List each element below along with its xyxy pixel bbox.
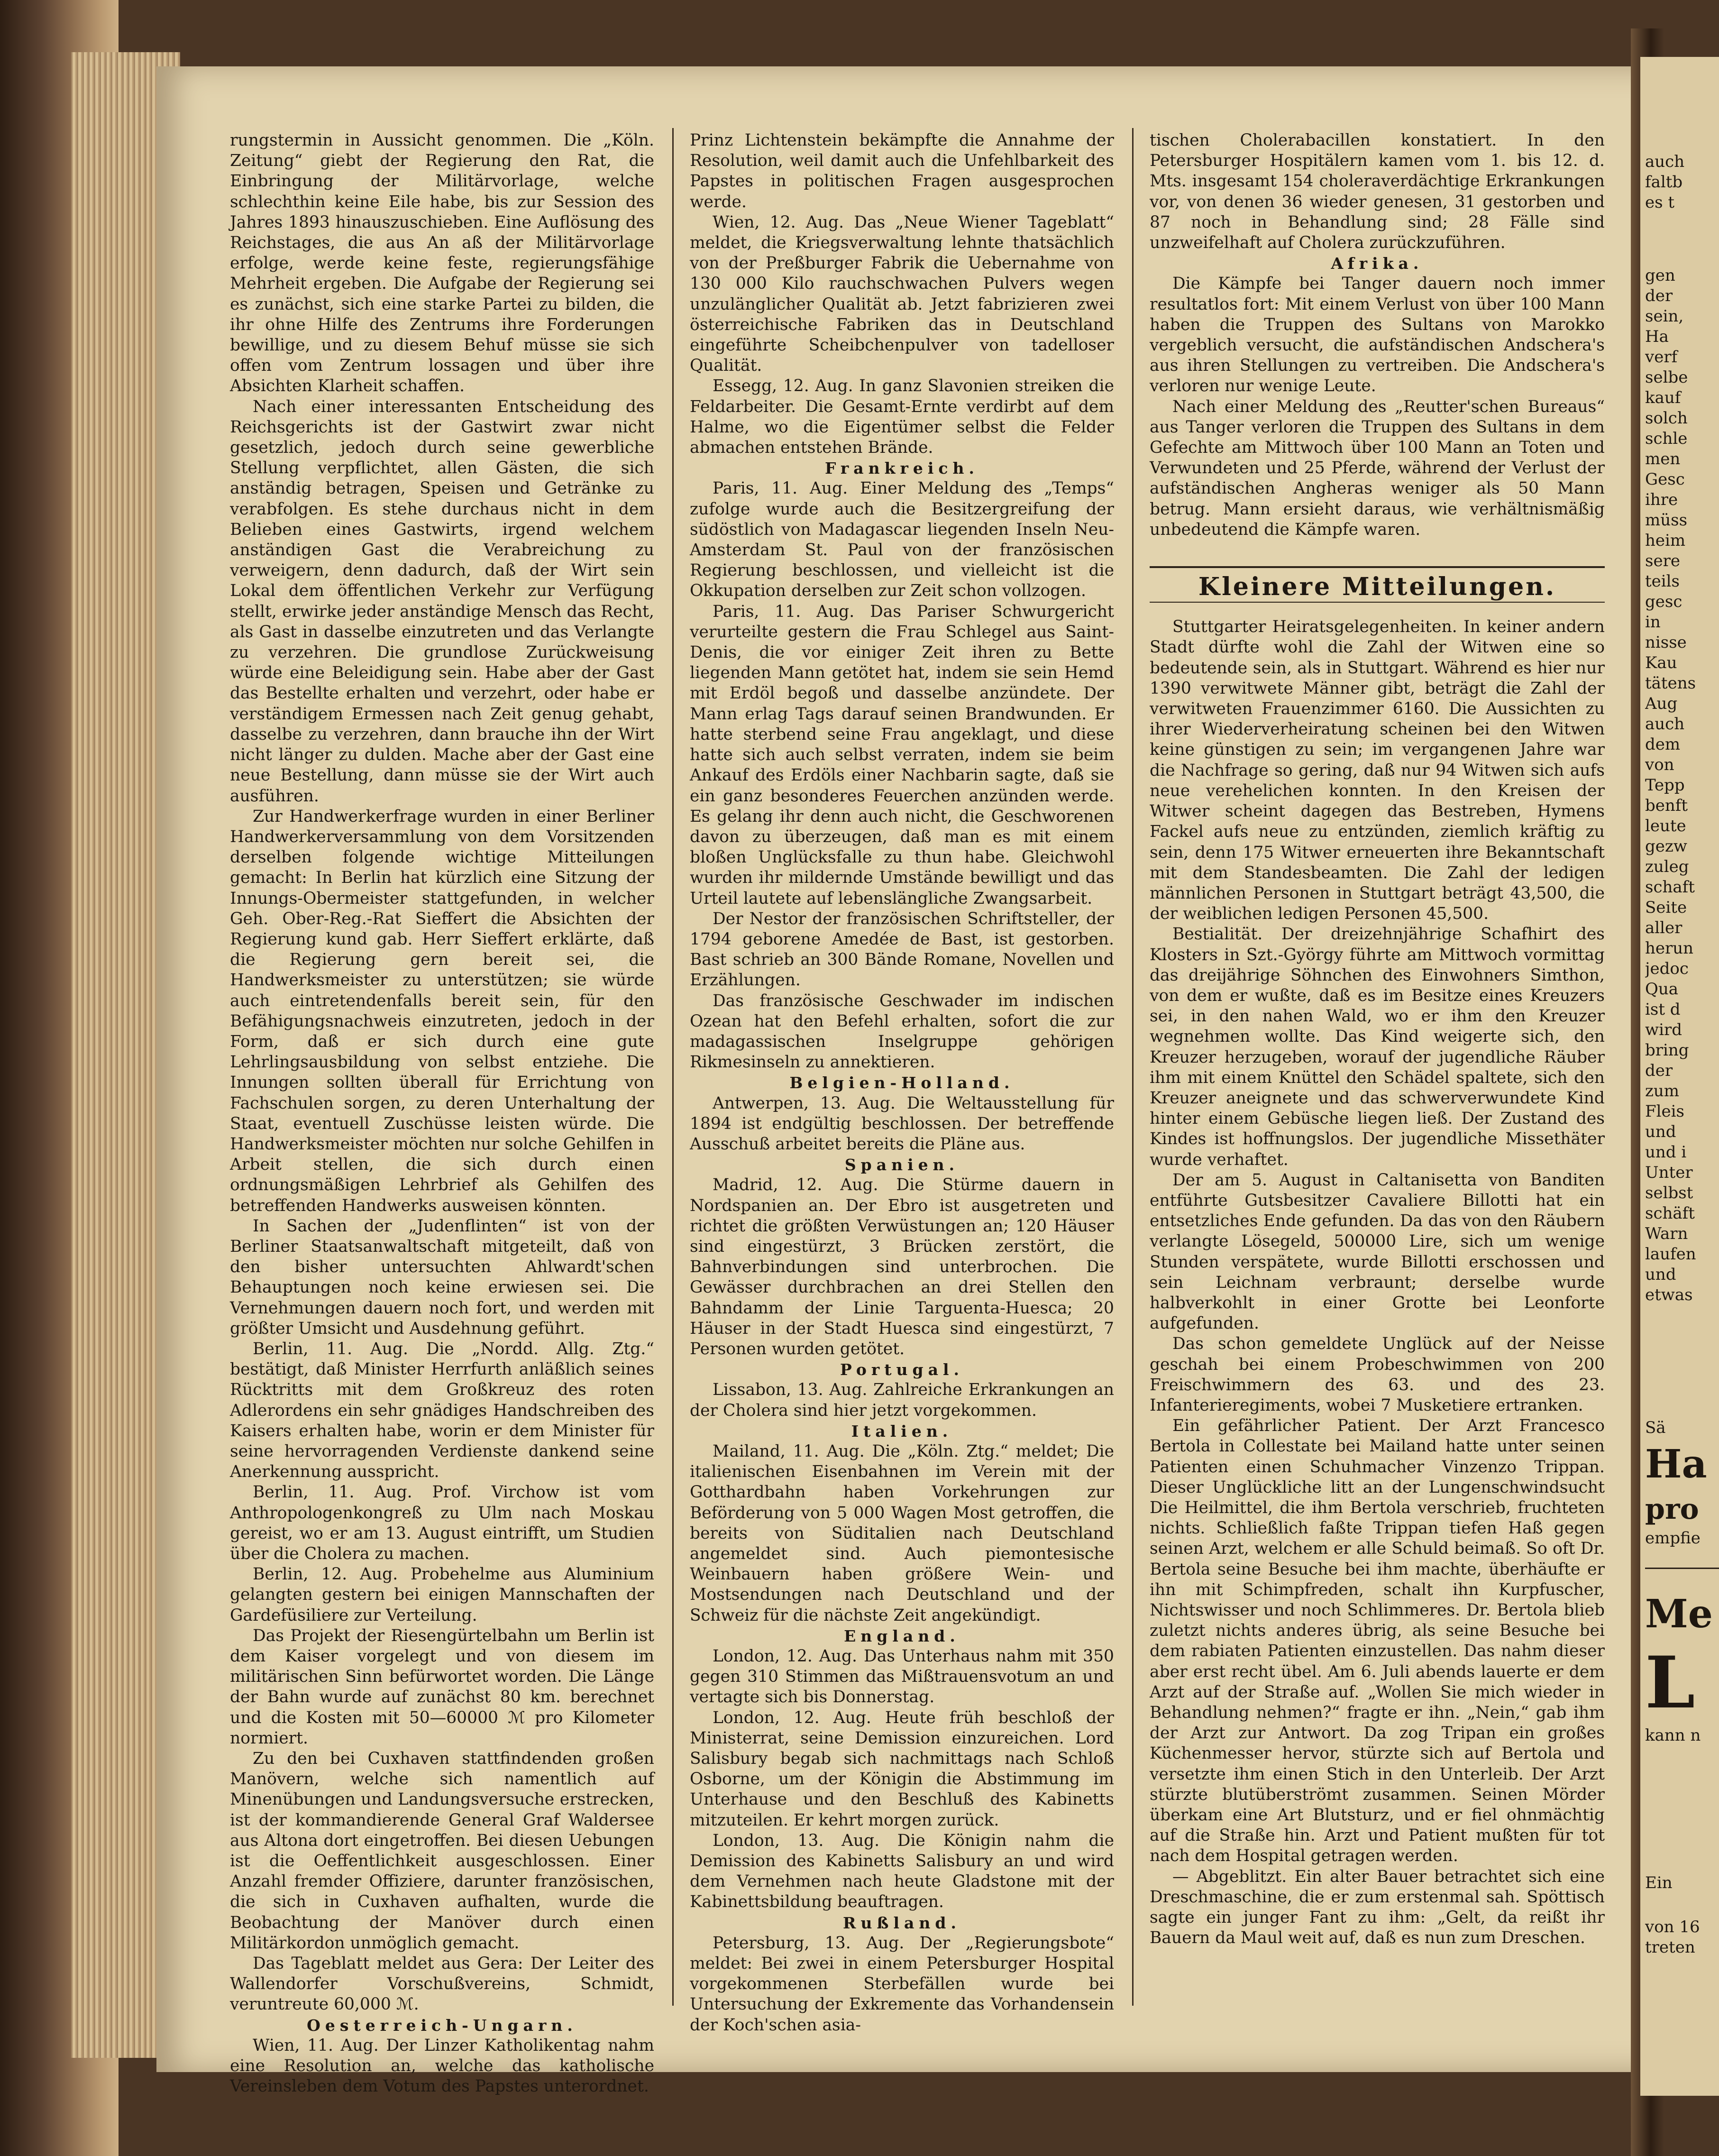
- fragment-line: treten: [1645, 1938, 1695, 1957]
- paragraph: Lissabon, 13. Aug. Zahlreiche Erkrankungen an der Cholera sind hier jetzt vorgekommen.: [690, 1380, 1114, 1420]
- paragraph: Das französische Geschwader im indischen Ozean hat den Befehl erhalten, sofort die zur madagassischen Inselgruppe gehörigen Rikmesinseln zu annektieren.: [690, 991, 1114, 1072]
- fragment-line: solch: [1645, 409, 1688, 428]
- paragraph: Prinz Lichtenstein bekämpfte die Annahme der Resolution, weil damit auch die Unfehlbarkeit des Papstes in politischen Fragen ausgesprochen werde.: [690, 131, 1114, 211]
- fragment-line: es t: [1645, 193, 1675, 212]
- column-rule-2: [1132, 128, 1134, 2006]
- section-heading: Oesterreich-Ungarn.: [307, 2016, 577, 2035]
- paragraph: Essegg, 12. Aug. In ganz Slavonien streiken die Feldarbeiter. Die Gesamt-Ernte verdirbt auf dem Halme, wo die Eigentümer selbst die Felder abmachen entstehen Brände.: [690, 376, 1114, 458]
- fragment-line: Aug: [1645, 694, 1678, 713]
- paragraph: Die Kämpfe bei Tanger dauern noch immer resultatlos fort: Mit einem Verlust von über 100 Mann haben die Truppen des Sultans von Marokko vergeblich versucht, die aufständischen Andschera's aus ihren Stellungen zu vertreiben. Die Andschera's verloren nur wenige Leute.: [1150, 274, 1605, 396]
- fragment-line: gen: [1645, 266, 1675, 285]
- fragment-line: Ha: [1645, 327, 1669, 346]
- fragment-line: tätens: [1645, 674, 1696, 693]
- section-heading: England.: [844, 1626, 960, 1645]
- fragment-line: gesc: [1645, 592, 1682, 611]
- fragment-line: müss: [1645, 511, 1688, 530]
- fragment-line: zuleg: [1645, 857, 1689, 876]
- fragment-line: auch: [1645, 715, 1685, 734]
- paragraph: tischen Cholerabacillen konstatiert. In den Petersburger Hospitälern kamen vom 1. bis 12. d. Mts. insgesamt 154 choleraverdächtige Erkrankungen vor, von denen 36 wieder genesen, 31 gestorben und 87 noch in Behandlung sind; 28 Fälle sind unzweifelhaft auf Cholera zurückzuführen.: [1150, 131, 1605, 253]
- section-heading: Portugal.: [840, 1360, 964, 1379]
- paragraph: Nach einer Meldung des „Reutter'schen Bureaus“ aus Tanger verloren die Truppen des Sultans in dem Gefechte am Mittwoch über 100 Mann an Toten und Verwundeten und 25 Pferde, während der Verlust der aufständischen Angheras weniger als 50 Mann betrug. Mann ersieht daraus, wie verhältnismäßig unbedeutend die Kämpfe waren.: [1150, 397, 1605, 539]
- paragraph: Paris, 11. Aug. Einer Meldung des „Temps“ zufolge wurde auch die Besitzergreifung der südöstlich von Madagascar liegenden Inseln Neu-Amsterdam St. Paul von der französischen Regierung beschlossen, und vielleicht ist die Okkupation derselben zur Zeit schon vollzogen.: [690, 479, 1114, 601]
- paragraph: Das Projekt der Riesengürtelbahn um Berlin ist dem Kaiser vorgelegt und von diesem im militärischen Sinn befürwortet worden. Die Länge der Bahn wurde auf zunächst 80 km. berechnet und die Kosten mit 50—60000 ℳ pro Kilometer normiert.: [230, 1626, 654, 1748]
- advert-title: Me: [1645, 1591, 1713, 1637]
- fragment-line: bring: [1645, 1041, 1689, 1060]
- fragment-line: verf: [1645, 348, 1678, 367]
- paragraph: Der Nestor der französischen Schriftsteller, der 1794 geborene Amedée de Bast, ist gestorben. Bast schrieb an 300 Bände Romane, Novellen und Erzählungen.: [690, 909, 1114, 990]
- section-heading: Frankreich.: [825, 459, 979, 478]
- divider: [1645, 1568, 1719, 1569]
- fragment-line: kauf: [1645, 388, 1681, 407]
- paragraph: London, 12. Aug. Heute früh beschloß der Ministerrat, seine Demission einzureichen. Lord Salisbury begab sich nachmittags nach Schloß Osborne, um der Königin die Abstimmung im Unterhause und den Beschluß des Kabinetts mitzuteilen. Er kehrt morgen zurück.: [690, 1708, 1114, 1830]
- paragraph: Berlin, 11. Aug. Die „Nordd. Allg. Ztg.“ bestätigt, daß Minister Herrfurth anläßlich seines Rücktritts mit dem Großkreuz des roten Adlerordens ein sehr gnädiges Handschreiben des Kaisers erhalten habe, worin er dem Minister für seine hervorragenden Verdienste dankend seine Anerkennung ausspricht.: [230, 1339, 654, 1482]
- paragraph: In Sachen der „Judenflinten“ ist von der Berliner Staatsanwaltschaft mitgeteilt, daß von den bisher untersuchten Ahlwardt'schen Behauptungen noch keine erwiesen sei. Die Vernehmungen dauern noch fort, und werden mit größter Umsicht und Ausdehnung geführt.: [230, 1216, 654, 1338]
- fragment-line: men: [1645, 450, 1681, 468]
- fragment-line: auch: [1645, 152, 1685, 171]
- fragment-line: Ein: [1645, 1873, 1673, 1892]
- paragraph: Mailand, 11. Aug. Die „Köln. Ztg.“ meldet; Die italienischen Eisenbahnen im Verein mit der Gotthardbahn haben Vorkehrungen zur Beförderung von 5 000 Wagen Most getroffen, die bereits von Süditalien nach Deutschland angemeldet sind. Auch piemontesische Weinbauern haben größere Wein- und Mostsendungen nach Deutschland und der Schweiz für die nächste Zeit angekündigt.: [690, 1442, 1114, 1625]
- paragraph: rungstermin in Aussicht genommen. Die „Köln. Zeitung“ giebt der Regierung den Rat, die Einbringung der Militärvorlage, welche schlechthin keine Eile habe, bis zur Session des Jahres 1893 hinauszuschieben. Eine Auflösung des Reichstages, die aus An aß der Militärvorlage erfolge, werde keine feste, regierungsfähige Mehrheit ergeben. Die Aufgabe der Regierung sei es zunächst, sich eine starke Partei zu bilden, die ihr ohne Hilfe des Zentrums ihre Forderungen bewillige, und zu diesem Behuf müsse sie sich offen vom Zentrum lossagen und über ihre Absichten Klarheit schaffen.: [230, 131, 654, 396]
- paragraph: Der am 5. August in Caltanisetta von Banditen entführte Gutsbesitzer Cavaliere Billotti hat ein entsetzliches Ende gefunden. Da das von den Räubern verlangte Lösegeld, 500000 Lire, sich um wenige Stunden verspätete, wurde Billotti erschossen und sein Leichnam verbraunt; derselbe wurde halbverkohlt in einer Grotte bei Leonforte aufgefunden.: [1150, 1170, 1605, 1333]
- fragment-line: faltb: [1645, 173, 1683, 192]
- paragraph: Madrid, 12. Aug. Die Stürme dauern in Nordspanien an. Der Ebro ist ausgetreten und richtet die größten Verwüstungen an; 120 Häuser sind eingestürzt, 3 Brücken zerstört, die Bahnverbindungen sind unterbrochen. Die Gewässer durchbrachen an drei Stellen den Bahndamm der Linie Targuenta-Huesca; 20 Häuser in der Stadt Huesca sind eingestürzt, 7 Personen wurden getötet.: [690, 1175, 1114, 1358]
- adjacent-advert-1: [1645, 1418, 1719, 1746]
- fragment-line: leute: [1645, 817, 1686, 835]
- fragment-line: und: [1645, 1265, 1676, 1284]
- paragraph: Zu den bei Cuxhaven stattfindenden großen Manövern, welche sich namentlich auf Minenübungen und Landungsversuche erstrecken, ist der kommandierende General Graf Waldersee aus Altona dort eingetroffen. Bei diesen Uebungen ist die Oeffentlichkeit ausgeschlossen. Einer Anzahl fremder Offiziere, darunter französischen, die sich in Cuxhaven aufhalten, wurde die Beobachtung der Manöver durch einen Militärkordon unmöglich gemacht.: [230, 1749, 654, 1953]
- column-rule-1: [672, 128, 674, 2006]
- paragraph: Berlin, 11. Aug. Prof. Virchow ist vom Anthropologenkongreß zu Ulm nach Moskau gereist, wo er am 13. August eintrifft, um Studien über die Cholera zu machen.: [230, 1483, 654, 1564]
- fragment-line: ihre: [1645, 490, 1678, 509]
- fragment-line: sein,: [1645, 307, 1684, 326]
- fragment-line: dem: [1645, 735, 1681, 754]
- fragment-line: gezw: [1645, 837, 1687, 856]
- fragment-line: der: [1645, 1061, 1673, 1080]
- fragment-line: benft: [1645, 796, 1688, 815]
- paragraph: Petersburg, 13. Aug. Der „Regierungsbote“ meldet: Bei zwei in einem Petersburger Hospital vorgekommenen Sterbefällen wurde bei Untersuchung der Exkremente das Vorhandensein der Koch'schen asia-: [690, 1933, 1114, 2035]
- paragraph: London, 13. Aug. Die Königin nahm die Demission des Kabinetts Salisbury an und wird dem Vernehmen nach heute Gladstone mit der Kabinettsbildung beauftragen.: [690, 1831, 1114, 1912]
- column-2: [690, 130, 1114, 2036]
- fragment-line: jedoc: [1645, 959, 1689, 978]
- paragraph: Zur Handwerkerfrage wurden in einer Berliner Handwerkerversammlung von dem Vorsitzenden derselben folgende wichtige Mitteilungen gemacht: In Berlin hat kürzlich eine Sitzung der Innungs-Obermeister stattgefunden, in welcher Geh. Ober-Reg.-Rat Sieffert die Absichten der Regierung kund gab. Herr Sieffert erklärte, daß die Regierung gern bereit sei, die Handwerksmeister zu unterstützen; sie würde auch eintretendenfalls bereit sein, für den Befähigungsnachweis einzutreten, jedoch in der Form, daß er sich durch eine gute Lehrlingsausbildung von selbst entziehe. Die Innungen sollten überall für Errichtung von Fachschulen sorgen, zu deren Unterhaltung der Staat, eventuell Zuschüsse leisten würde. Die Handwerksmeister möchten nur solche Gehilfen in Arbeit stellen, die sich durch einen ordnungsmäßigen Lehrbrief als Gehilfen des betreffenden Handwerks ausweisen könnten.: [230, 807, 654, 1215]
- paragraph: Stuttgarter Heiratsgelegenheiten. In keiner andern Stadt dürfte wohl die Zahl der Witwen eine so bedeutende sein, als in Stuttgart. Während es hier nur 1390 verwitwete Männer gibt, beträgt die Zahl der verwitweten Frauenzimmer 6160. Die Aussichten zu ihrer Wiederverheiratung scheinen bei den Witwen keine günstigen zu sein; im vergangenen Jahre war die Nachfrage so gering, daß nur 94 Witwen sich aufs neue verehelichen konnten. In den Kreisen der Witwer scheint dagegen das Bestreben, Hymens Fackel aufs neue zu entzünden, ziemlich kräftig zu sein, denn 175 Witwer erneuerten ihre Bekanntschaft mit dem Standesbeamten. Die Zahl der ledigen männlichen Personen in Stuttgart beträgt 43,500, die der weiblichen ledigen Personen 45,500.: [1150, 617, 1605, 924]
- fragment-line: heim: [1645, 531, 1686, 550]
- fragment-line: Unter: [1645, 1163, 1693, 1182]
- kleinere-mitteilungen-heading: Kleinere Mitteilungen.: [1150, 566, 1605, 603]
- paragraph: Berlin, 12. Aug. Probehelme aus Aluminium gelangten gestern bei einigen Mannschaften der Gardefüsiliere zur Verteilung.: [230, 1565, 654, 1625]
- paragraph: Wien, 11. Aug. Der Linzer Katholikentag nahm eine Resolution an, welche das katholische Vereinsleben dem Votum des Papstes unterordnet.: [230, 2036, 654, 2096]
- fragment-line: Tepp: [1645, 776, 1685, 795]
- section-heading: Belgien-Holland.: [789, 1073, 1015, 1092]
- adjacent-top-fragment: [1645, 152, 1719, 213]
- fragment-line: Seite: [1645, 898, 1687, 917]
- fragment-line: selbe: [1645, 368, 1688, 387]
- fragment-line: sere: [1645, 551, 1680, 570]
- paragraph: Das Tageblatt meldet aus Gera: Der Leiter des Wallendorfer Vorschußvereins, Schmidt, veruntreute 60,000 ℳ.: [230, 1954, 654, 2014]
- fragment-line: empfie: [1645, 1529, 1701, 1548]
- advert-subtitle: pro: [1645, 1493, 1699, 1526]
- adjacent-page-fragment: [1640, 57, 1719, 2096]
- fragment-line: Sä: [1645, 1418, 1666, 1437]
- fragment-line: teils: [1645, 572, 1680, 591]
- paragraph: Wien, 12. Aug. Das „Neue Wiener Tageblatt“ meldet, die Kriegsverwaltung lehnte thatsächlich von der Preßburger Fabrik die Uebernahme von 130 000 Kilo rauchschwachen Pulvers wegen unzulänglicher Qualität ab. Jetzt fabrizieren zwei österreichische Fabriken das in Deutschland eingeführte Scheibchenpulver von tadelloser Qualität.: [690, 212, 1114, 376]
- fragment-line: Qua: [1645, 980, 1679, 999]
- fragment-line: aller: [1645, 918, 1682, 937]
- fragment-line: schaft: [1645, 878, 1695, 897]
- section-heading: Spanien.: [844, 1156, 960, 1174]
- fragment-line: von 16: [1645, 1917, 1700, 1936]
- column-3: [1150, 130, 1605, 1948]
- fragment-line: von: [1645, 755, 1674, 774]
- adjacent-middle-fragment: [1645, 266, 1719, 1305]
- advert-title: Ha: [1645, 1441, 1707, 1487]
- advert-initial: L: [1645, 1641, 1695, 1725]
- fragment-line: Fleis: [1645, 1102, 1684, 1121]
- paragraph: Das schon gemeldete Unglück auf der Neisse geschah bei einem Probeschwimmen von 200 Freischwimmern des 63. und des 23. Infanterieregiments, wobei 7 Musketiere ertranken.: [1150, 1334, 1605, 1415]
- section-heading: Rußland.: [843, 1913, 961, 1932]
- paragraph: Ein gefährlicher Patient. Der Arzt Francesco Bertola in Collestate bei Mailand hatte unter seinen Patienten einen Schuhmacher Vinzenzo Trippan. Dieser Unglückliche litt an der Lungenschwindsucht Die Heilmittel, die ihm Bertola verschrieb, fruchteten nichts. Schließlich faßte Trippan tiefen Haß gegen seinen Arzt, welchem er alle Schuld beimaß. So oft Dr. Bertola seine Besuche bei ihm machte, überhäufte er ihn mit Schimpfreden, schalt ihn Kurpfuscher, Nichtswisser und noch Schlimmeres. Dr. Bertola blieb zuletzt nichts anderes übrig, als seine Besuche bei dem rabiaten Patienten einzustellen. Das nahm dieser aber erst recht übel. Am 6. Juli abends lauerte er dem Arzt auf der Straße auf. „Wollen Sie mich wieder in Behandlung nehmen?“ fragte er ihn. „Nein,“ gab ihm der Arzt zur Antwort. Da zog Tripan ein großes Küchenmesser hervor, stürzte sich auf Bertola und versetzte ihm einen Stich in den Unterleib. Der Arzt stürzte blutüberströmt zusammen. Seinen Mörder überkam eine Art Blutsturz, und er fiel ohnmächtig auf die Straße hin. Arzt und Patient mußten für tot nach dem Hospital getragen werden.: [1150, 1416, 1605, 1866]
- fragment-line: nisse: [1645, 633, 1687, 652]
- column-1: [230, 130, 654, 2097]
- fragment-line: in: [1645, 613, 1661, 632]
- fragment-line: ist d: [1645, 1000, 1681, 1019]
- adjacent-bottom-fragment: [1645, 1873, 1719, 1958]
- paragraph: Paris, 11. Aug. Das Pariser Schwurgericht verurteilte gestern die Frau Schlegel aus Saint-Denis, die vor einiger Zeit ihren zu Bette liegenden Mann getötet hat, indem sie sein Hemd mit Erdöl begoß und dasselbe anzündete. Der Mann erlag Tags darauf seinen Brandwunden. Er hatte sterbend seine Frau angeklagt, und diese hatte sich auch selbst verraten, indem sie beim Ankauf des Erdöls einer Nachbarin sagte, daß sie ein ganz besonderes Feuerchen anzünden werde. Es gelang ihr denn auch nicht, die Geschworenen davon zu überzeugen, daß man es mit einem bloßen Unglücksfalle zu thun habe. Gleichwohl wurden ihr mildernde Umstände bewilligt und das Urteil lautete auf lebenslängliche Zwangsarbeit.: [690, 602, 1114, 908]
- fragment-line: und: [1645, 1122, 1676, 1141]
- fragment-line: Kau: [1645, 653, 1677, 672]
- fragment-line: kann n: [1645, 1726, 1701, 1745]
- fragment-line: der: [1645, 286, 1673, 305]
- paragraph: Antwerpen, 13. Aug. Die Weltausstellung für 1894 ist endgültig beschlossen. Der betreffende Ausschuß arbeitet bereits die Pläne aus.: [690, 1093, 1114, 1154]
- fragment-line: laufen: [1645, 1245, 1696, 1264]
- paragraph: Bestialität. Der dreizehnjährige Schafhirt des Klosters in Szt.-György führte am Mittwoch vormittag das dreijährige Söhnchen des Einwohners Simthon, von dem er wußte, daß es im Besitze eines Kreuzers sei, in den nahen Wald, wo er ihm den Kreuzer wegnehmen wollte. Das Kind weigerte sich, den Kreuzer herzugeben, worauf der jugendliche Räuber ihm mit einem Knüttel den Schädel spaltete, sich den Kreuzer aneignete und das schwerverwundete Kind hinter einem Gebüsche liegen ließ. Der Zustand des Kindes ist hoffnungslos. Der jugendliche Missethäter wurde verhaftet.: [1150, 925, 1605, 1169]
- fragment-line: schäft: [1645, 1204, 1695, 1223]
- fragment-line: etwas: [1645, 1285, 1693, 1304]
- fragment-line: herun: [1645, 939, 1694, 958]
- fragment-line: und i: [1645, 1143, 1687, 1162]
- paragraph: Nach einer interessanten Entscheidung des Reichsgerichts ist der Gastwirt zwar nicht gesetzlich, jedoch durch seine gewerbliche Stellung verpflichtet, allen Gästen, die sich anständig betragen, Speisen und Getränke zu verabfolgen. Es stehe durchaus nicht in dem Belieben eines Gastwirts, irgend welchem anständigen Gast die Verabreichung zu verweigern, denn dadurch, daß der Wirt sein Lokal dem öffentlichen Verkehr zur Verfügung stellt, erwirke jeder anständige Mensch das Recht, als Gast in dasselbe einzutreten und das Verlangte zu verzehren. Die grundlose Zurückweisung würde eine Beleidigung sein. Habe aber der Gast das Bestellte erhalten und verzehrt, oder habe er verständigem Ermessen nach Zeit genug gehabt, dasselbe zu verzehren, dann brauche ihn der Wirt nicht länger zu dulden. Mache aber der Gast eine neue Bestellung, dann müsse sie der Wirt auch ausführen.: [230, 397, 654, 806]
- paragraph: — Abgeblitzt. Ein alter Bauer betrachtet sich eine Dreschmaschine, die er zum erstenmal sah. Spöttisch sagte ein junger Fant zu ihm: „Gelt, da reißt ihr Bauern da Maul weit auf, daß es nun zum Dreschen.: [1150, 1867, 1605, 1948]
- paragraph: London, 12. Aug. Das Unterhaus nahm mit 350 gegen 310 Stimmen das Mißtrauensvotum an und vertagte sich bis Donnerstag.: [690, 1647, 1114, 1707]
- fragment-line: Warn: [1645, 1224, 1688, 1243]
- section-heading: Afrika.: [1331, 254, 1424, 273]
- fragment-line: wird: [1645, 1020, 1682, 1039]
- fragment-line: zum: [1645, 1082, 1680, 1101]
- fragment-line: Gesc: [1645, 470, 1685, 489]
- fragment-line: selbst: [1645, 1184, 1693, 1202]
- fragment-line: schle: [1645, 429, 1688, 448]
- section-heading: Italien.: [851, 1422, 953, 1440]
